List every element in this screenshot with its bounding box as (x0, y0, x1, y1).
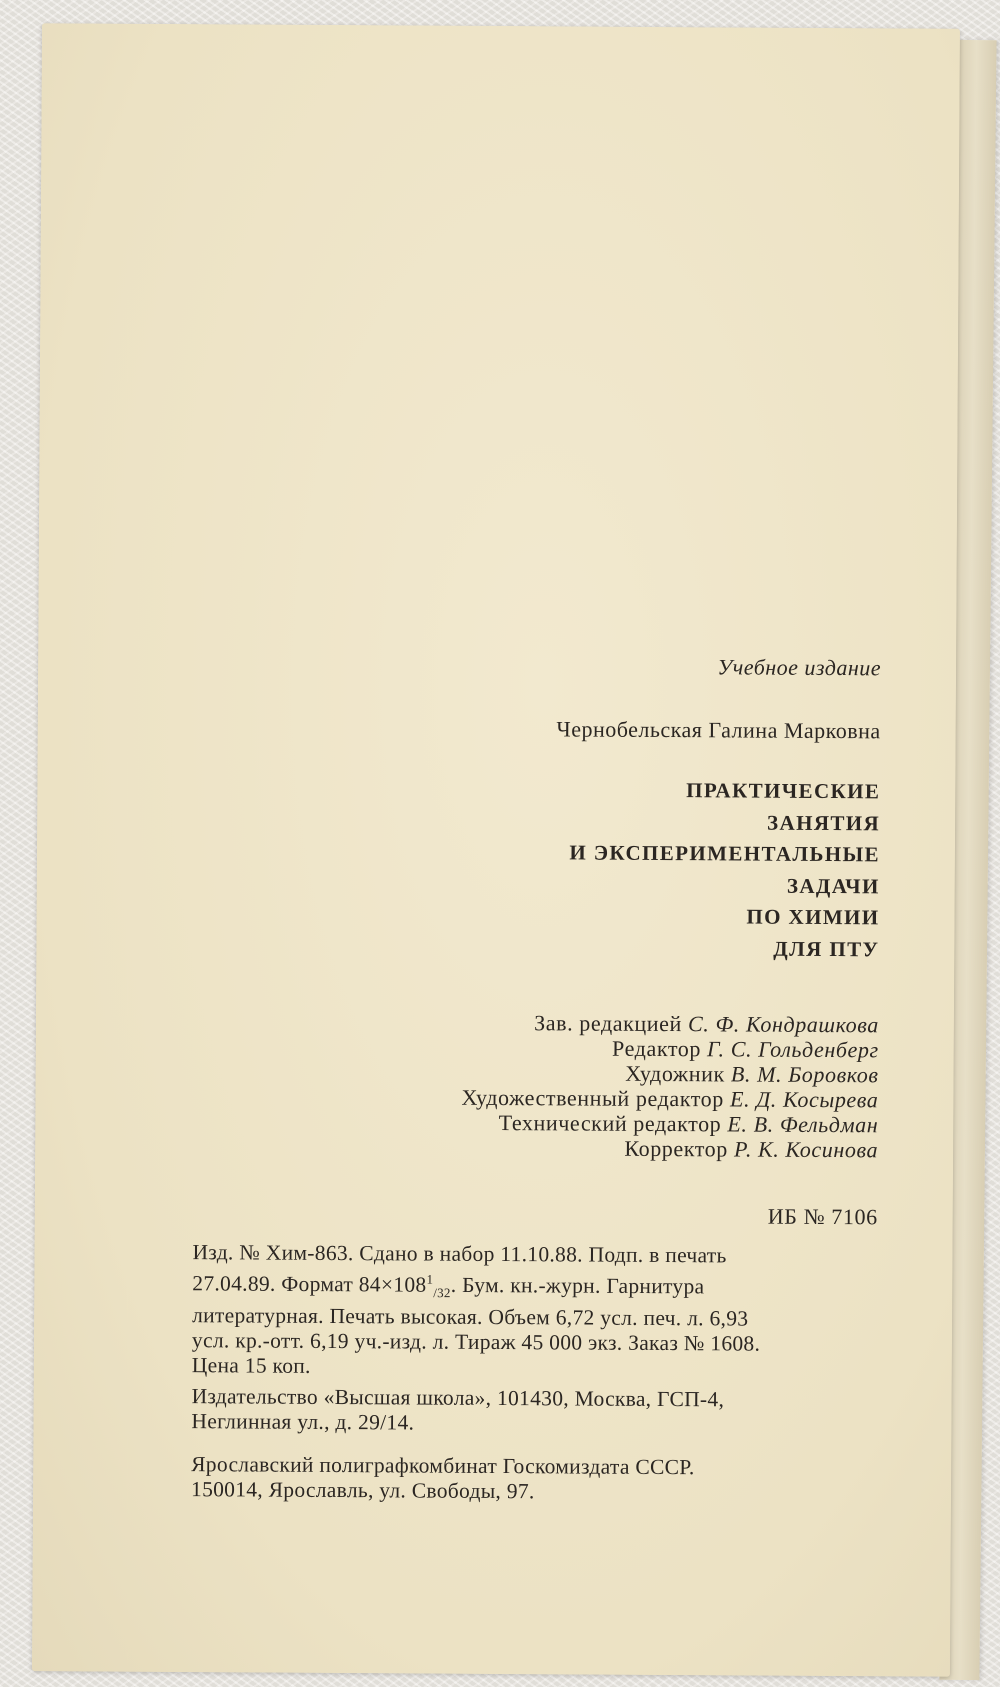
staff-name: С. Ф. Кондрашкова (687, 1011, 879, 1038)
edition-type: Учебное издание (717, 654, 882, 681)
imprint-text: 27.04.89. Формат 84×108 (192, 1271, 427, 1297)
imprint-block (192, 1240, 913, 1383)
printer-line: 150014, Ярославль, ул. Свободы, 97. (190, 1477, 535, 1504)
book-page (32, 23, 960, 1677)
imprint-sub: /32 (433, 1285, 451, 1301)
staff-role: Редактор (612, 1035, 702, 1062)
staff-name: Р. К. Косинова (733, 1136, 879, 1163)
publisher-line: Издательство «Высшая школа», 101430, Москва, ГСП-4, (191, 1384, 725, 1412)
staff-role: Художественный редактор (461, 1084, 724, 1112)
book-title (569, 774, 881, 965)
staff-line (461, 1110, 878, 1138)
imprint-line: Цена 15 коп. (191, 1353, 311, 1379)
printer-block (191, 1452, 911, 1506)
staff-line (461, 1085, 878, 1113)
staff-name: Е. Д. Косырева (729, 1086, 879, 1113)
title-line: ДЛЯ ПТУ (773, 936, 880, 961)
imprint-sup: 1 (426, 1271, 434, 1287)
imprint-line: усл. кр.-отт. 6,19 уч.-изд. л. Тираж 45 000 экз. Заказ № 1608. (191, 1328, 761, 1357)
staff-role: Корректор (624, 1135, 729, 1162)
ib-number: ИБ № 7106 (767, 1203, 878, 1230)
staff-line (461, 1135, 878, 1163)
staff-name: Е. В. Фельдман (727, 1111, 879, 1138)
imprint-line: Изд. № Хим-863. Сдано в набор 11.10.88. Подп. в печать (192, 1240, 727, 1268)
staff-role: Зав. редакцией (534, 1010, 683, 1037)
printer-line: Ярославский полиграфкомбинат Госкомиздата СССР. (191, 1452, 695, 1480)
staff-role: Технический редактор (498, 1110, 722, 1137)
imprint-line: литературная. Печать высокая. Объем 6,72 усл. печ. л. 6,93 (192, 1303, 749, 1331)
staff-line (462, 1035, 879, 1063)
staff-line (462, 1060, 879, 1088)
staff-role: Художник (625, 1060, 725, 1087)
publisher-line: Неглинная ул., д. 29/14. (191, 1409, 415, 1435)
staff-line (462, 1010, 879, 1038)
staff-name: Г. С. Гольденберг (707, 1036, 879, 1063)
title-line: ЗАДАЧИ (786, 873, 880, 898)
title-line: ЗАНЯТИЯ (767, 810, 881, 835)
title-line: И ЭКСПЕРИМЕНТАЛЬНЫЕ (569, 840, 881, 867)
editorial-staff (461, 1010, 879, 1163)
title-line: ПО ХИМИИ (746, 904, 880, 930)
imprint-line (192, 1265, 912, 1308)
author-name: Чернобельская Галина Марковна (556, 716, 881, 744)
imprint-text: . Бум. кн.-журн. Гарнитура (450, 1272, 705, 1299)
staff-name: В. М. Боровков (730, 1061, 879, 1088)
title-line: ПРАКТИЧЕСКИЕ (686, 778, 881, 804)
publisher-block (191, 1384, 911, 1438)
